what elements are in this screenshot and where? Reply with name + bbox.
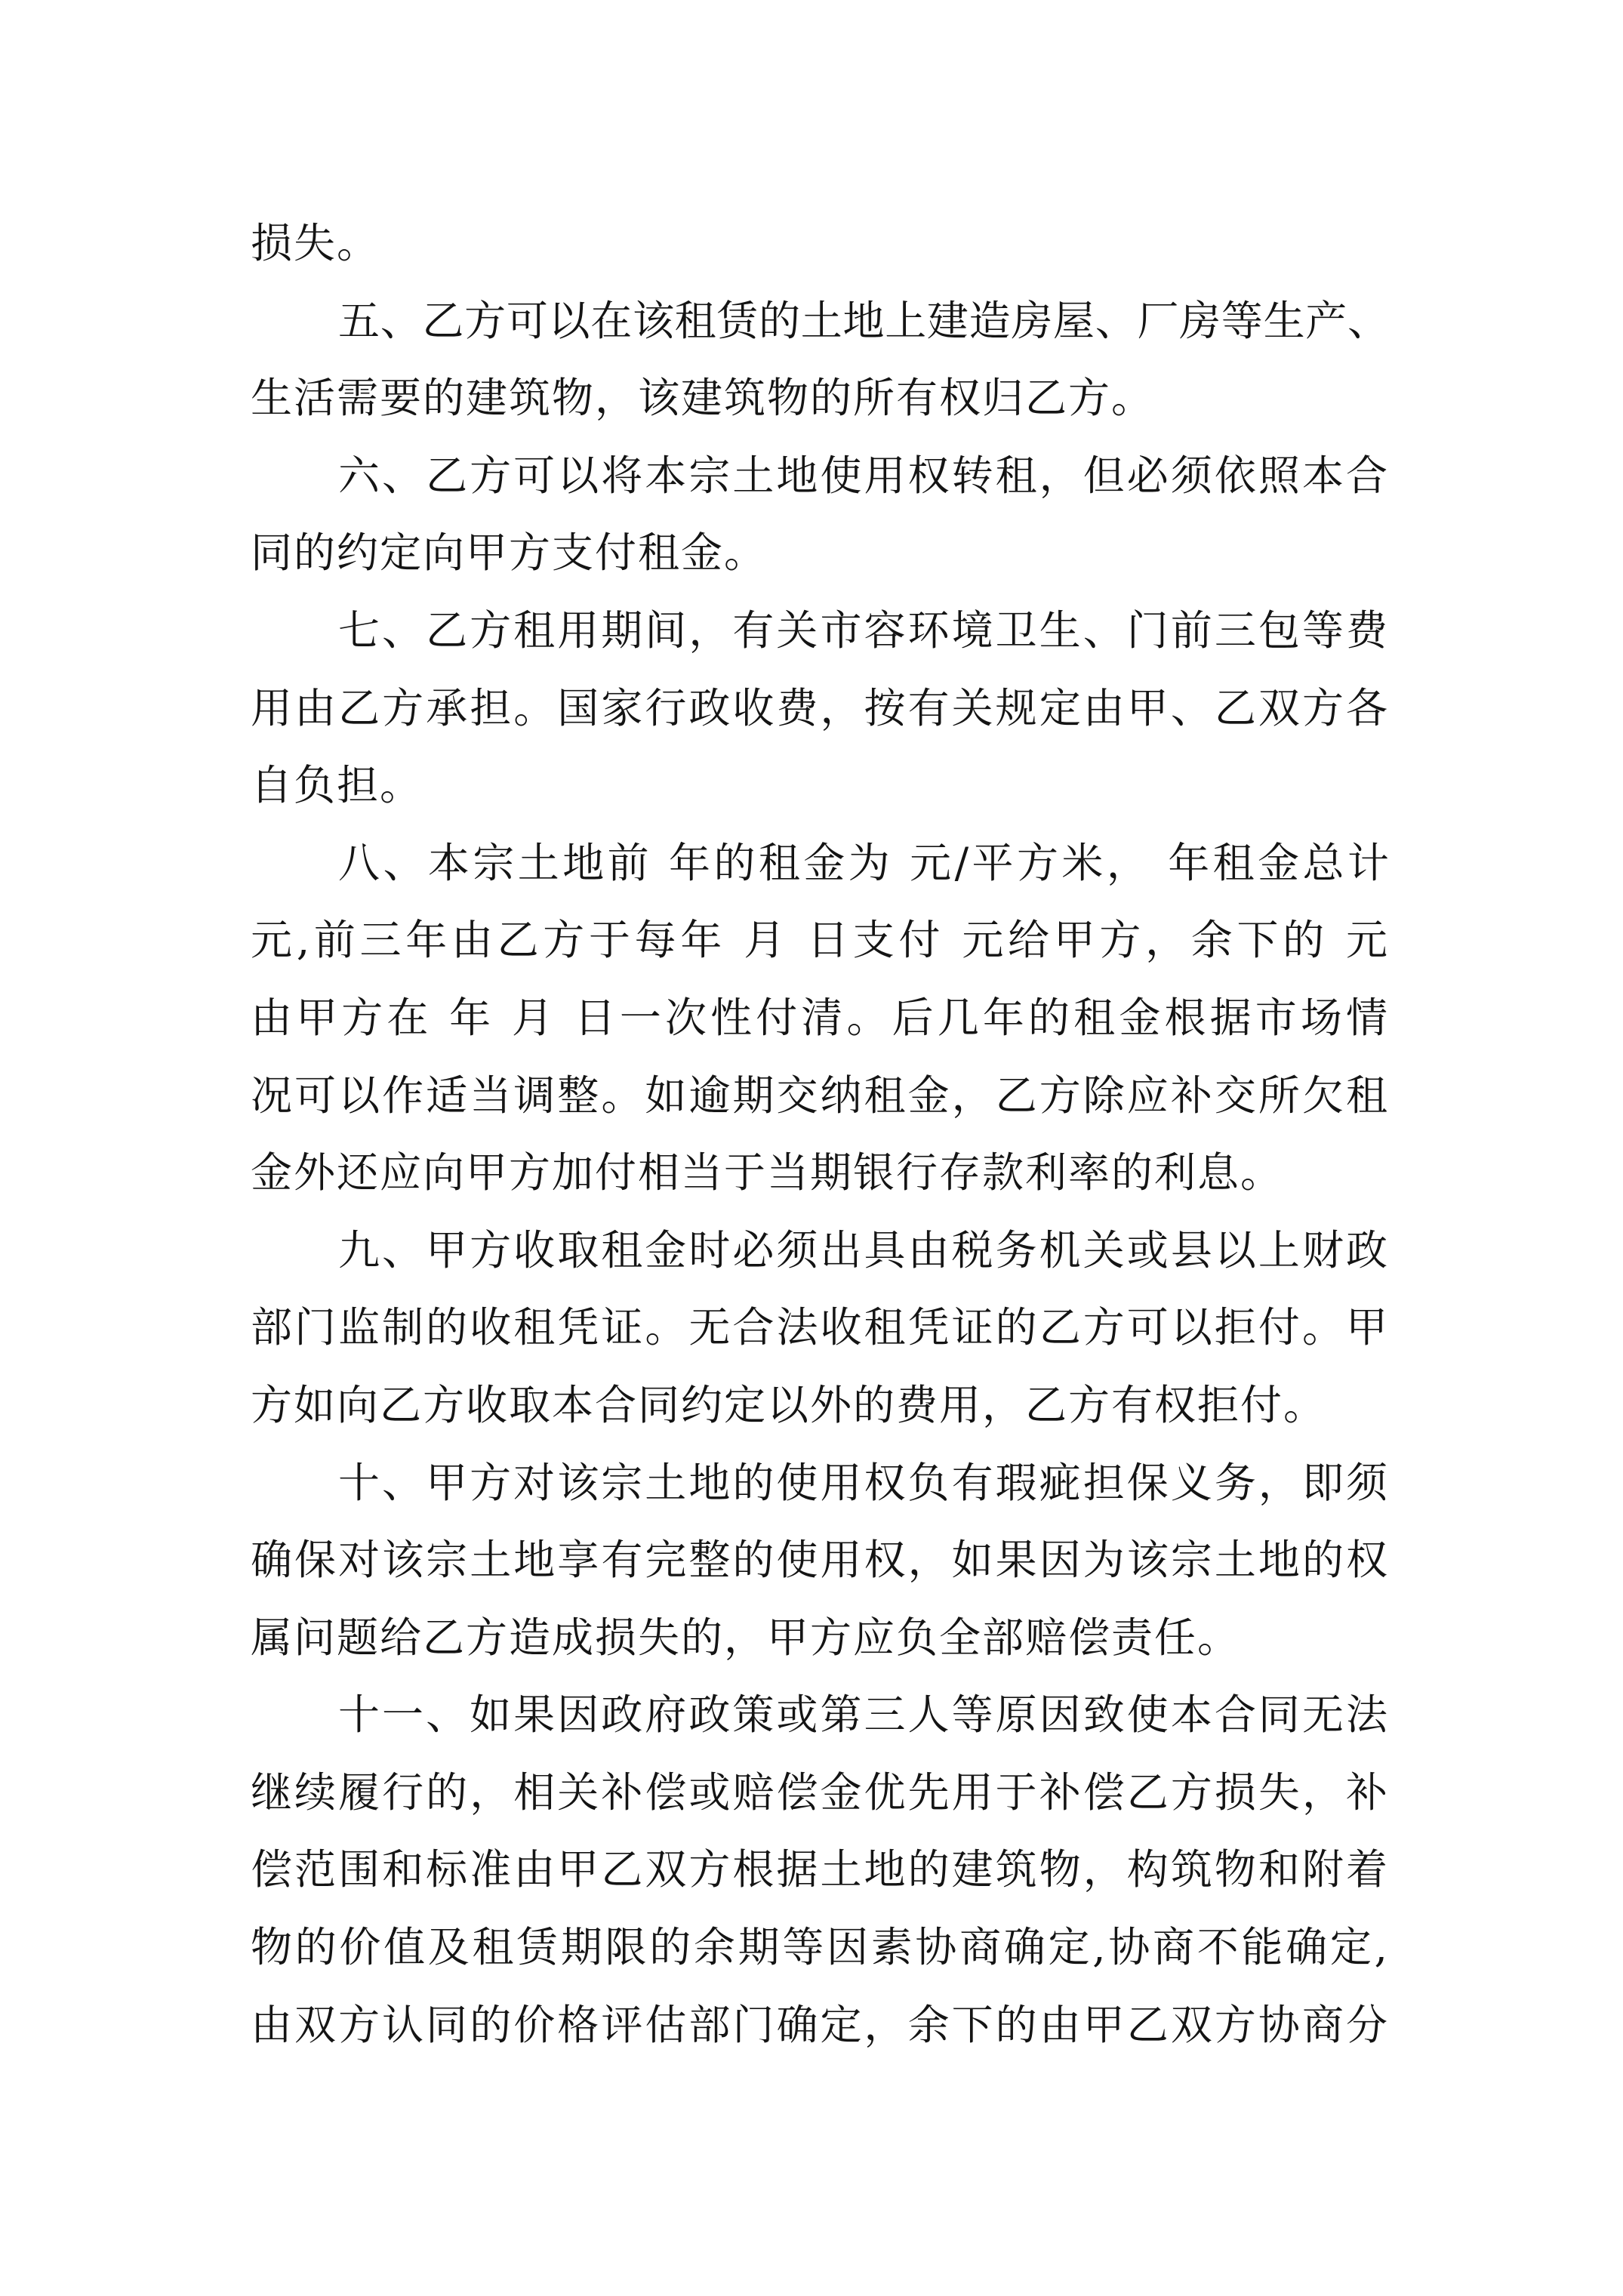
text-line: 损失。 bbox=[251, 219, 380, 267]
text-line: 用由乙方承担。国家行政收费，按有关规定由甲、乙双方各 bbox=[251, 683, 1389, 732]
text-line: 偿范围和标准由甲乙双方根据土地的建筑物，构筑物和附着 bbox=[251, 1845, 1389, 1894]
text-line: 由双方认同的价格评估部门确定，余下的由甲乙双方协商分 bbox=[251, 2000, 1389, 2049]
paragraph-continuation bbox=[251, 205, 1389, 282]
clause-7 bbox=[251, 592, 1389, 824]
text-line: 属问题给乙方造成损失的，甲方应负全部赔偿责任。 bbox=[251, 1613, 1241, 1662]
text-line: 况可以作适当调整。如逾期交纳租金，乙方除应补交所欠租 bbox=[251, 1071, 1389, 1120]
text-line: 六、乙方可以将本宗土地使用权转租，但必须依照本合 bbox=[338, 451, 1389, 500]
clause-5 bbox=[251, 282, 1389, 437]
text-line: 金外还应向甲方加付相当于当期银行存款利率的利息。 bbox=[251, 1148, 1284, 1197]
text-line: 部门监制的收租凭证。无合法收租凭证的乙方可以拒付。甲 bbox=[251, 1303, 1389, 1352]
text-line: 确保对该宗土地享有完整的使用权，如果因为该宗土地的权 bbox=[251, 1536, 1389, 1585]
text-line: 十、甲方对该宗土地的使用权负有瑕疵担保义务，即须 bbox=[338, 1458, 1389, 1507]
text-line: 八、本宗土地前 年的租金为 元/平方米， 年租金总计 bbox=[338, 838, 1389, 887]
text-line: 物的价值及租赁期限的余期等因素协商确定,协商不能确定, bbox=[251, 1923, 1389, 1972]
text-line: 由甲方在 年 月 日一次性付清。后几年的租金根据市场情 bbox=[251, 993, 1389, 1042]
text-line: 方如向乙方收取本合同约定以外的费用，乙方有权拒付。 bbox=[251, 1380, 1327, 1429]
text-line: 十一、如果因政府政策或第三人等原因致使本合同无法 bbox=[338, 1690, 1389, 1740]
text-line: 元,前三年由乙方于每年 月 日支付 元给甲方，余下的 元 bbox=[251, 916, 1389, 965]
clause-10 bbox=[251, 1444, 1389, 1677]
text-line: 九、甲方收取租金时必须出具由税务机关或县以上财政 bbox=[338, 1225, 1389, 1274]
clause-11 bbox=[251, 1676, 1389, 2063]
text-line: 继续履行的，相关补偿或赔偿金优先用于补偿乙方损失，补 bbox=[251, 1767, 1389, 1817]
text-line: 七、乙方租用期间，有关市容环境卫生、门前三包等费 bbox=[338, 606, 1389, 655]
text-line: 同的约定向甲方支付租金。 bbox=[251, 529, 768, 578]
text-line: 五、乙方可以在该租赁的土地上建造房屋、厂房等生产、 bbox=[338, 296, 1389, 345]
clause-6 bbox=[251, 437, 1389, 592]
contract-body bbox=[251, 205, 1389, 2063]
text-line: 自负担。 bbox=[251, 761, 423, 810]
text-line: 生活需要的建筑物，该建筑物的所有权归乙方。 bbox=[251, 374, 1155, 423]
clause-9 bbox=[251, 1212, 1389, 1444]
clause-8 bbox=[251, 824, 1389, 1212]
